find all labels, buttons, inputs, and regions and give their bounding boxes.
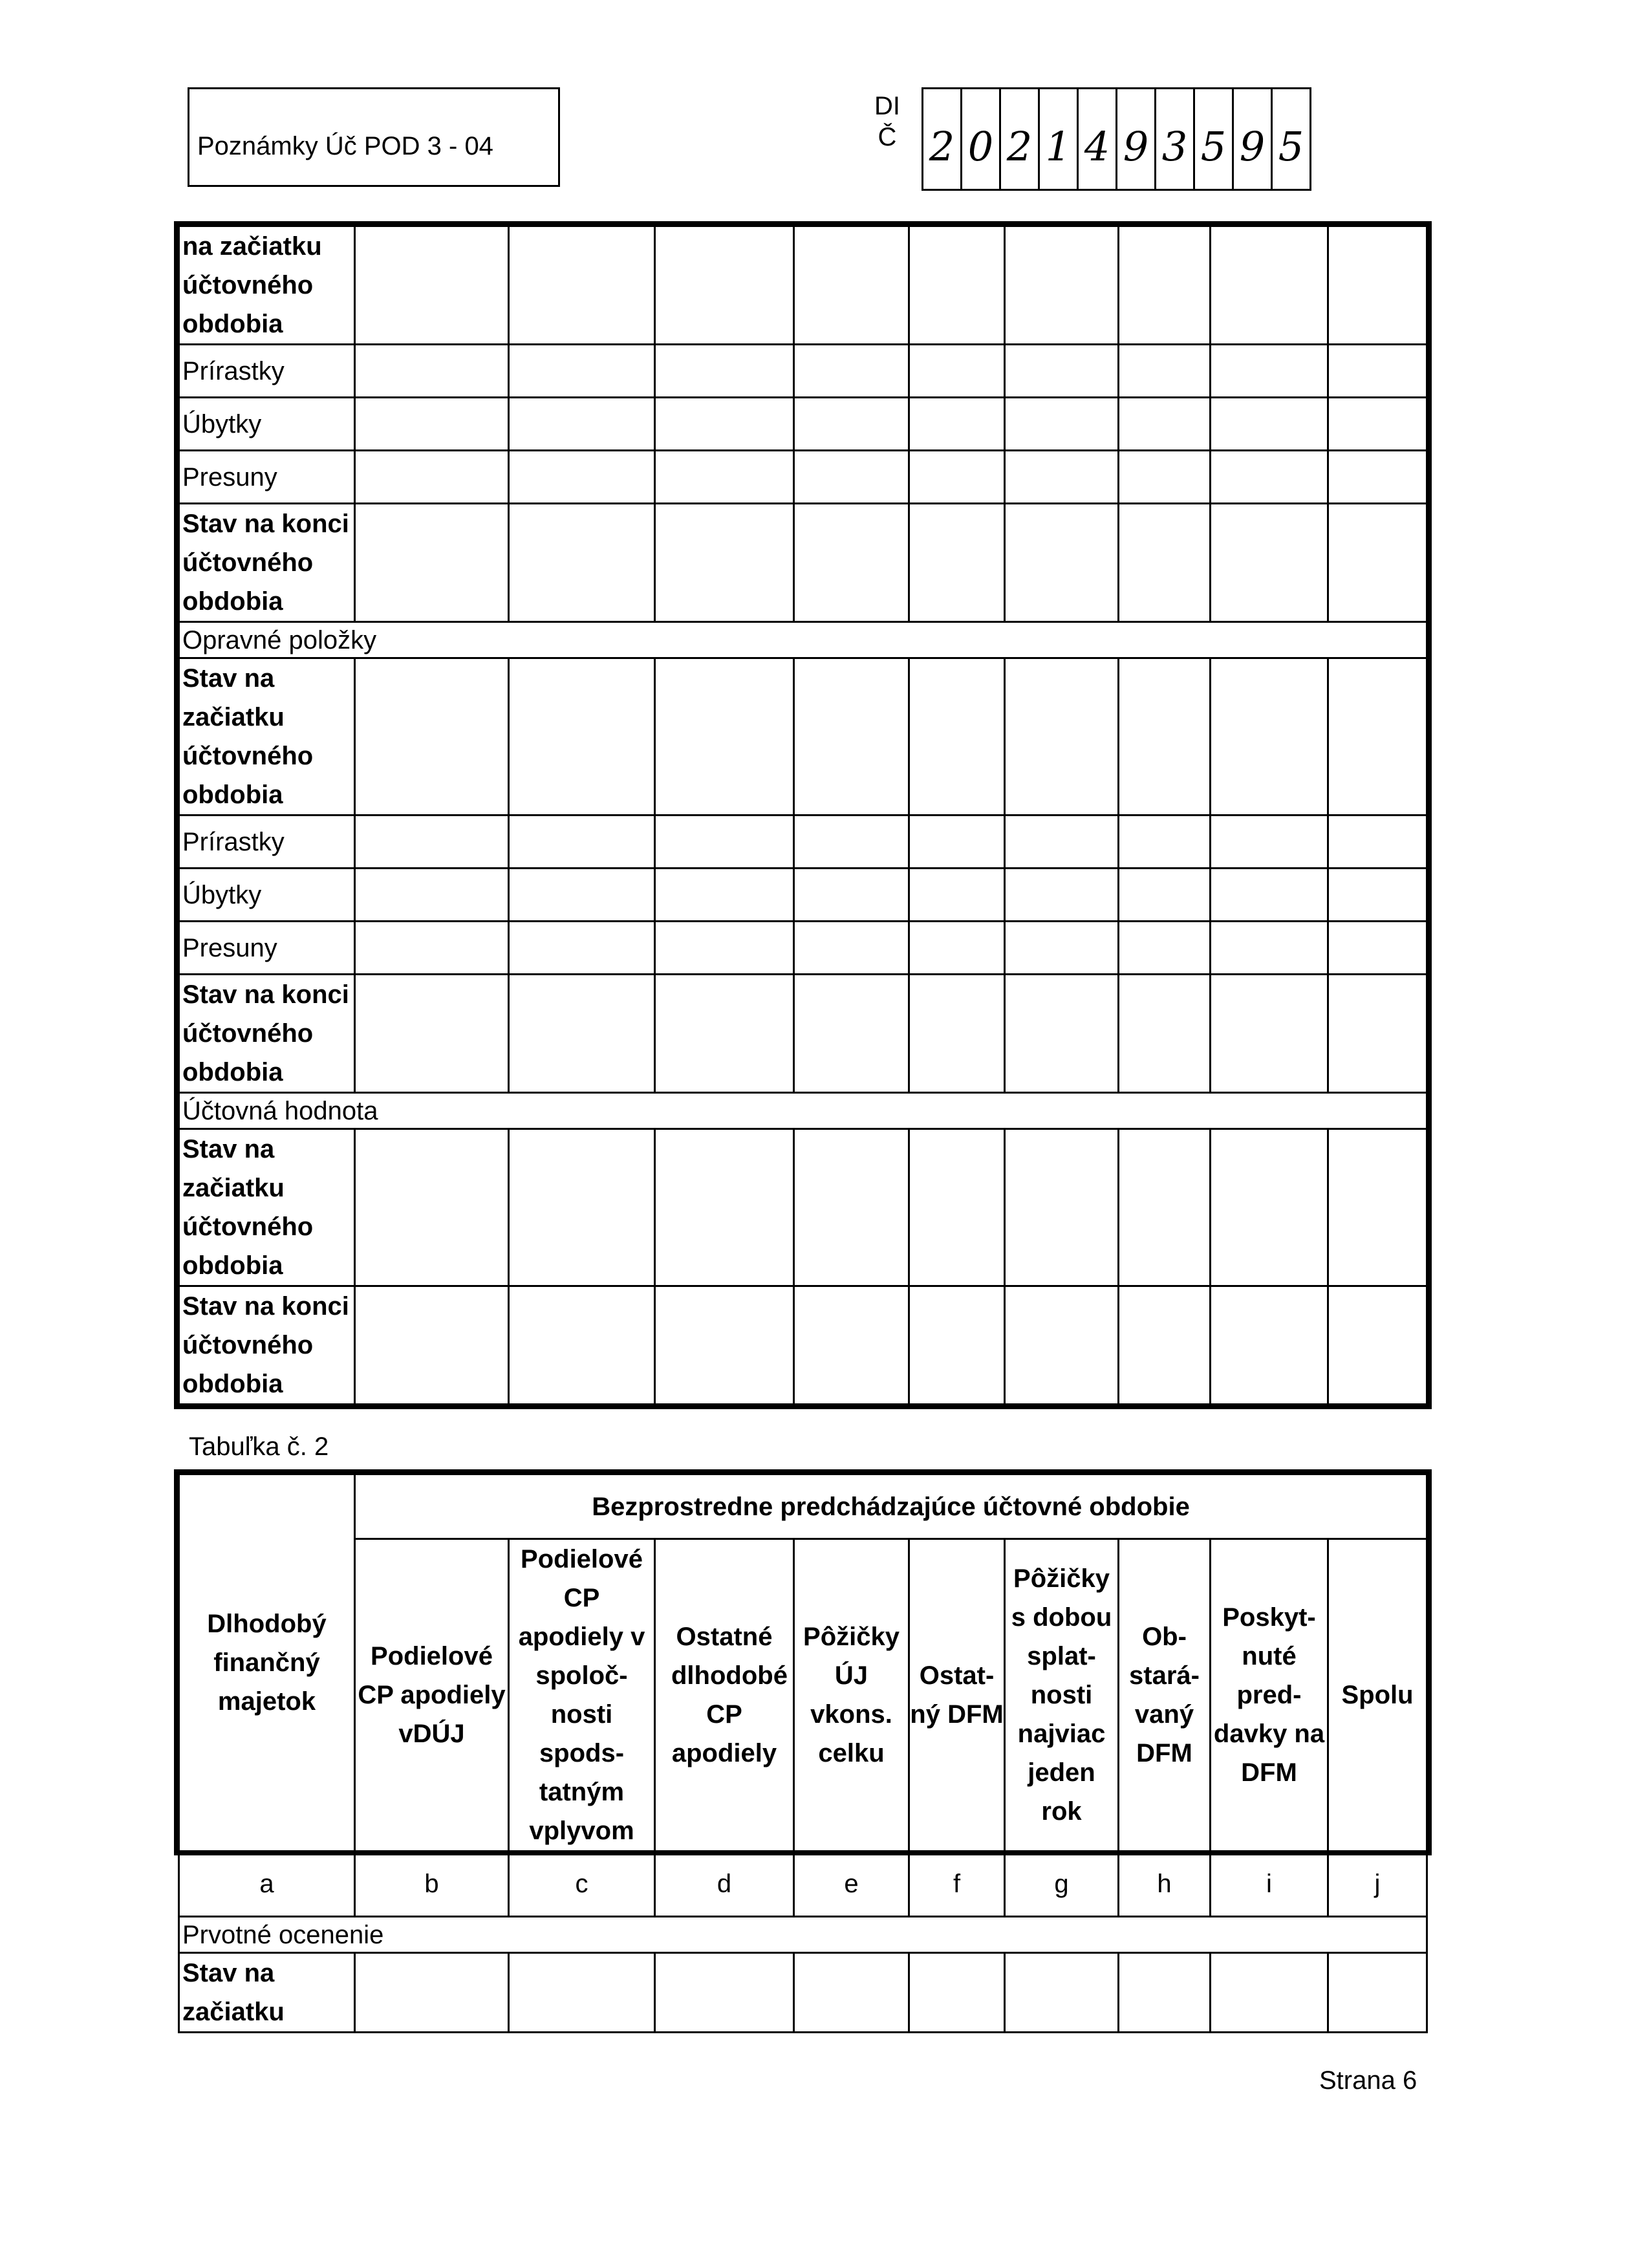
dic-digit-box[interactable] xyxy=(1234,87,1273,191)
data-cell[interactable] xyxy=(909,869,1005,922)
table-row xyxy=(179,975,1427,1093)
data-cell[interactable] xyxy=(1005,451,1119,504)
column-header: Podielové CP apodiely v spoloč- nosti spods- tatným vplyvom xyxy=(509,1539,655,1852)
table-2-letters xyxy=(178,1851,1428,2033)
data-cell[interactable] xyxy=(655,504,794,622)
column-header: Poskyt- nuté pred- davky na DFM xyxy=(1211,1539,1328,1852)
column-header: Podielové CP apodiely vDÚJ xyxy=(355,1539,509,1852)
data-cell[interactable] xyxy=(1328,658,1427,815)
data-cell[interactable] xyxy=(1328,815,1427,869)
data-cell[interactable] xyxy=(909,975,1005,1093)
dic-digit-box[interactable] xyxy=(1273,87,1311,191)
data-cell[interactable] xyxy=(655,345,794,398)
data-cell[interactable] xyxy=(1005,658,1119,815)
table-row xyxy=(179,1129,1427,1286)
row-label: na začiatku účtovného obdobia xyxy=(179,226,355,345)
form-id-box xyxy=(188,87,560,187)
data-cell[interactable] xyxy=(1211,869,1328,922)
row-label: Stav na konci účtovného obdobia xyxy=(179,975,355,1093)
column-letter: c xyxy=(509,1852,655,1917)
dic-digit: 2 xyxy=(1006,123,1033,170)
data-cell[interactable] xyxy=(909,1129,1005,1286)
data-cell[interactable] xyxy=(909,815,1005,869)
data-cell[interactable] xyxy=(509,504,655,622)
table-row xyxy=(179,504,1427,622)
data-cell[interactable] xyxy=(1211,345,1328,398)
data-cell[interactable] xyxy=(794,869,909,922)
row-label: Stav na začiatku xyxy=(179,1953,355,2033)
data-cell[interactable] xyxy=(1119,869,1211,922)
data-cell[interactable] xyxy=(794,658,909,815)
dic-label-line2: Č xyxy=(878,123,897,151)
data-cell[interactable] xyxy=(1211,658,1328,815)
dic-digit-box[interactable] xyxy=(1079,87,1117,191)
section-row xyxy=(179,1917,1427,1953)
column-letter: d xyxy=(655,1852,794,1917)
dic-digit-box[interactable] xyxy=(1117,87,1156,191)
dic-digit: 4 xyxy=(1084,123,1110,170)
data-cell[interactable] xyxy=(1119,658,1211,815)
dic-digit: 1 xyxy=(1045,123,1072,170)
data-cell[interactable] xyxy=(355,345,509,398)
data-cell[interactable] xyxy=(655,1129,794,1286)
data-cell[interactable] xyxy=(1211,1286,1328,1405)
column-header: Pôžičky s dobou splat- nosti najviac jeden rok xyxy=(1005,1539,1119,1852)
table-row xyxy=(179,226,1427,345)
letter-row xyxy=(179,1852,1427,1917)
data-cell[interactable] xyxy=(509,451,655,504)
data-cell[interactable] xyxy=(1328,922,1427,975)
data-cell[interactable] xyxy=(1119,451,1211,504)
data-cell[interactable] xyxy=(655,451,794,504)
data-cell[interactable] xyxy=(1119,975,1211,1093)
row-label: Stav na konci účtovného obdobia xyxy=(179,504,355,622)
data-cell[interactable] xyxy=(355,658,509,815)
data-cell[interactable] xyxy=(655,815,794,869)
data-cell[interactable] xyxy=(794,975,909,1093)
column-letter: g xyxy=(1005,1852,1119,1917)
data-cell[interactable] xyxy=(1119,1953,1211,2033)
data-cell[interactable] xyxy=(1211,1953,1328,2033)
data-cell[interactable] xyxy=(1119,345,1211,398)
data-cell[interactable] xyxy=(355,922,509,975)
table-row xyxy=(179,345,1427,398)
data-cell[interactable] xyxy=(794,1953,909,2033)
dic-digit: 2 xyxy=(929,123,955,170)
data-cell[interactable] xyxy=(1119,226,1211,345)
table-row xyxy=(179,869,1427,922)
dic-digit: 0 xyxy=(967,123,994,170)
data-cell[interactable] xyxy=(794,345,909,398)
data-cell[interactable] xyxy=(1005,975,1119,1093)
table-header-row xyxy=(179,1539,1427,1852)
section-opravne-polozky: Opravné položky xyxy=(179,622,1427,658)
data-cell[interactable] xyxy=(509,1953,655,2033)
dic-digit-box[interactable] xyxy=(921,87,962,191)
data-cell[interactable] xyxy=(509,869,655,922)
data-cell[interactable] xyxy=(1211,922,1328,975)
table-1 xyxy=(178,225,1428,1405)
data-cell[interactable] xyxy=(655,1953,794,2033)
data-cell[interactable] xyxy=(509,975,655,1093)
data-cell[interactable] xyxy=(1328,345,1427,398)
data-cell[interactable] xyxy=(1005,1953,1119,2033)
data-cell[interactable] xyxy=(794,815,909,869)
data-cell[interactable] xyxy=(1328,226,1427,345)
data-cell[interactable] xyxy=(655,226,794,345)
form-id: Poznámky Úč POD 3 - 04 xyxy=(197,132,493,160)
table-2 xyxy=(178,1473,1428,1852)
table-row xyxy=(179,922,1427,975)
data-cell[interactable] xyxy=(355,504,509,622)
data-cell[interactable] xyxy=(1005,504,1119,622)
data-cell[interactable] xyxy=(1005,869,1119,922)
data-cell[interactable] xyxy=(1328,398,1427,451)
data-cell[interactable] xyxy=(794,451,909,504)
row-label: Presuny xyxy=(179,922,355,975)
data-cell[interactable] xyxy=(655,975,794,1093)
data-cell[interactable] xyxy=(909,451,1005,504)
column-header: Pôžičky ÚJ vkons. celku xyxy=(794,1539,909,1852)
data-cell[interactable] xyxy=(1119,1129,1211,1286)
data-cell[interactable] xyxy=(1211,504,1328,622)
data-cell[interactable] xyxy=(794,504,909,622)
dic-digit-box[interactable] xyxy=(1195,87,1234,191)
data-cell[interactable] xyxy=(1328,1953,1427,2033)
column-letter: e xyxy=(794,1852,909,1917)
data-cell[interactable] xyxy=(1328,1129,1427,1286)
data-cell[interactable] xyxy=(355,398,509,451)
page-number: Strana 6 xyxy=(1319,2066,1417,2095)
dic-digit-box[interactable] xyxy=(1001,87,1040,191)
data-cell[interactable] xyxy=(794,226,909,345)
data-cell[interactable] xyxy=(1005,226,1119,345)
table-row xyxy=(179,658,1427,815)
row-label: Prírastky xyxy=(179,345,355,398)
column-letter: b xyxy=(355,1852,509,1917)
data-cell[interactable] xyxy=(794,922,909,975)
data-cell[interactable] xyxy=(1119,504,1211,622)
data-cell[interactable] xyxy=(1211,1129,1328,1286)
data-cell[interactable] xyxy=(1005,345,1119,398)
data-cell[interactable] xyxy=(909,658,1005,815)
data-cell[interactable] xyxy=(1328,504,1427,622)
row-label: Prírastky xyxy=(179,815,355,869)
data-cell[interactable] xyxy=(655,398,794,451)
data-cell[interactable] xyxy=(509,1129,655,1286)
data-cell[interactable] xyxy=(655,869,794,922)
data-cell[interactable] xyxy=(655,1286,794,1405)
data-cell[interactable] xyxy=(509,658,655,815)
data-cell[interactable] xyxy=(655,658,794,815)
column-letter: j xyxy=(1328,1852,1427,1917)
data-cell[interactable] xyxy=(509,815,655,869)
data-cell[interactable] xyxy=(1005,815,1119,869)
data-cell[interactable] xyxy=(1211,975,1328,1093)
data-cell[interactable] xyxy=(909,922,1005,975)
section-prvotne-ocenenie: Prvotné ocenenie xyxy=(179,1917,1427,1953)
data-cell[interactable] xyxy=(1328,1286,1427,1405)
data-cell[interactable] xyxy=(909,398,1005,451)
column-letter: f xyxy=(909,1852,1005,1917)
dic-digit: 3 xyxy=(1161,123,1188,170)
data-cell[interactable] xyxy=(355,226,509,345)
data-cell[interactable] xyxy=(355,1953,509,2033)
data-cell[interactable] xyxy=(1005,1129,1119,1286)
period-header: Bezprostredne predchádzajúce účtovné obdobie xyxy=(355,1474,1427,1539)
data-cell[interactable] xyxy=(1005,1286,1119,1405)
data-cell[interactable] xyxy=(355,451,509,504)
table-row xyxy=(179,1953,1427,2033)
data-cell[interactable] xyxy=(1211,398,1328,451)
section-row xyxy=(179,622,1427,658)
dic-digit: 5 xyxy=(1200,123,1227,170)
column-header: Spolu xyxy=(1328,1539,1427,1852)
data-cell[interactable] xyxy=(1328,975,1427,1093)
dic-digit-boxes xyxy=(921,87,1311,188)
dic-digit-box[interactable] xyxy=(1156,87,1195,191)
data-cell[interactable] xyxy=(355,1129,509,1286)
data-cell[interactable] xyxy=(1211,226,1328,345)
dic-digit: 9 xyxy=(1123,123,1149,170)
row-label: Stav na konci účtovného obdobia xyxy=(179,1286,355,1405)
data-cell[interactable] xyxy=(355,1286,509,1405)
column-header: Ostatné dlhodobé CP apodiely xyxy=(655,1539,794,1852)
data-cell[interactable] xyxy=(794,1129,909,1286)
table-row xyxy=(179,815,1427,869)
dic-label-line1: DI xyxy=(874,92,900,120)
data-cell[interactable] xyxy=(509,1286,655,1405)
data-cell[interactable] xyxy=(355,869,509,922)
row-label: Úbytky xyxy=(179,398,355,451)
row-label: Úbytky xyxy=(179,869,355,922)
data-cell[interactable] xyxy=(355,815,509,869)
data-cell[interactable] xyxy=(509,226,655,345)
table-row xyxy=(179,451,1427,504)
data-cell[interactable] xyxy=(794,1286,909,1405)
data-cell[interactable] xyxy=(1211,815,1328,869)
data-cell[interactable] xyxy=(509,398,655,451)
dic-digit-box[interactable] xyxy=(1040,87,1079,191)
data-cell[interactable] xyxy=(509,345,655,398)
data-cell[interactable] xyxy=(655,922,794,975)
data-cell[interactable] xyxy=(355,975,509,1093)
data-cell[interactable] xyxy=(1119,398,1211,451)
column-header: Ostat- ný DFM xyxy=(909,1539,1005,1852)
column-letter: i xyxy=(1211,1852,1328,1917)
column-label: Dlhodobý finančný majetok xyxy=(207,1610,327,1716)
data-cell[interactable] xyxy=(1211,451,1328,504)
row-label: Presuny xyxy=(179,451,355,504)
column-letter: h xyxy=(1119,1852,1211,1917)
column-header: Ob- stará- vaný DFM xyxy=(1119,1539,1211,1852)
data-cell[interactable] xyxy=(909,1286,1005,1405)
data-cell[interactable] xyxy=(1119,815,1211,869)
dic-digit: 9 xyxy=(1239,123,1266,170)
section-uctovna-hodnota: Účtovná hodnota xyxy=(179,1093,1427,1129)
data-cell[interactable] xyxy=(1119,1286,1211,1405)
table-row xyxy=(179,398,1427,451)
data-cell[interactable] xyxy=(909,1953,1005,2033)
table-header-row xyxy=(179,1474,1427,1539)
row-label: Stav na začiatku účtovného obdobia xyxy=(179,1129,355,1286)
data-cell[interactable] xyxy=(909,345,1005,398)
data-cell[interactable] xyxy=(1328,869,1427,922)
dic-digit: 5 xyxy=(1278,123,1304,170)
row-label: Stav na začiatku účtovného obdobia xyxy=(179,658,355,815)
data-cell[interactable] xyxy=(509,922,655,975)
dic-label xyxy=(874,91,900,153)
table-row xyxy=(179,1286,1427,1405)
data-cell[interactable] xyxy=(1328,451,1427,504)
column-letter: a xyxy=(179,1852,355,1917)
data-cell[interactable] xyxy=(794,398,909,451)
dic-digit-box[interactable] xyxy=(962,87,1001,191)
data-cell[interactable] xyxy=(1119,922,1211,975)
data-cell[interactable] xyxy=(909,226,1005,345)
data-cell[interactable] xyxy=(1005,922,1119,975)
section-row xyxy=(179,1093,1427,1129)
data-cell[interactable] xyxy=(1005,398,1119,451)
column-header xyxy=(179,1474,355,1852)
data-cell[interactable] xyxy=(909,504,1005,622)
table-2-caption: Tabuľka č. 2 xyxy=(189,1432,329,1461)
